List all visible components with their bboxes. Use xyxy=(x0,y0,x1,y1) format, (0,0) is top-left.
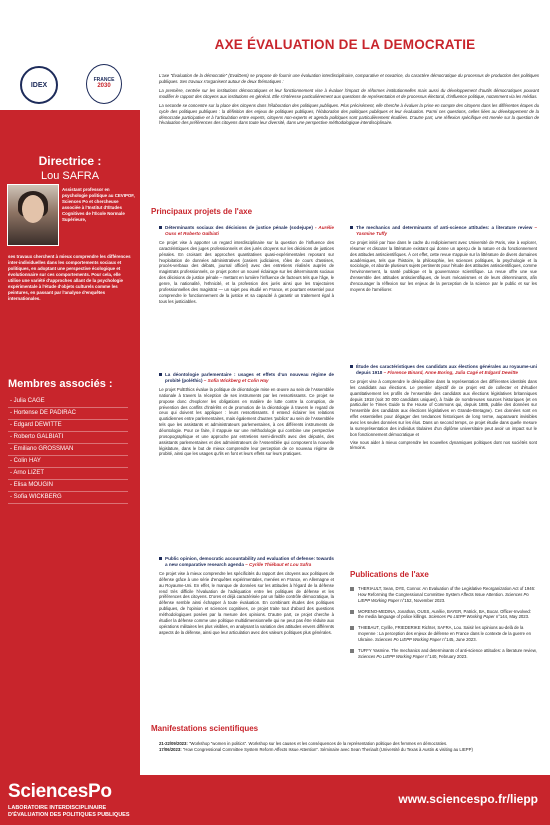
member-item: - Edgard DEWITTE xyxy=(8,420,128,432)
france-2030-logo: FRANCE 2030 xyxy=(86,64,122,104)
member-item: - Roberto GALBIATI xyxy=(8,432,128,444)
project-defense-opinion xyxy=(159,556,334,637)
publication-item: THERIAULT, Sean, DYE, Connor. An Evaluation of the Legislative Reorganization Act of 1946: How Reforming the Congressional Committee System Affects Issue Attention. Sciences Po LIEPP Working Paper n°152, November 2023. xyxy=(350,586,537,604)
director-bio: ses travaux cherchent à mieux comprendre les différences inter-individuelles dans les comportements sociaux et politiques, en adoptant une perspective écologique et évolutionnaire sur ces comportements. Pour cela, elle utilise une variété d'approches allant de la psychologie expérimentale à l'étude d'objets culturels comme les peintures, en passant par l'analyse d'enquêtes internationales. xyxy=(8,254,131,301)
intro-paragraph: La seconde se concentre sur la place des citoyens dans l'élaboration des politiques publiques. Plus précisément, elle cherche à évaluer la prise en compte des citoyens dans les différentes étapes du cycle des politiques publiques : la définition des enjeux de politiques publiques, l'élaboration des politiques publiques et leur évaluation. Parmi ces questions, celles liées au développement de la démocratie participative et à l'articulation entre experts, citoyens non-experts et agenda politiques sont particulièrement étudiées. D'autre part, une réflexion spécifique est menée sur la question de l'évaluation des préférences des citoyens dans toute leur diversité, dans une perspective méthodologique interdisciplinaire. xyxy=(159,102,539,126)
events-heading: Manifestations scientifiques xyxy=(151,724,259,733)
idex-logo: IDEX xyxy=(20,66,58,104)
project-body: Ce projet vise à apporter un regard interdisciplinaire sur la question de l'influence des caractéristiques des juges professionnels et des jurés citoyens sur les décisions de justices pénales. En croisant des approches quantitatives quasi-expérimentales reposant sur l'exploitation de données administratives (casiers judiciaires, rôles de cours d'assises, procès-verbaux des débats, journal officiel) avec des entretiens réalisés auprès de magistrats professionnels, ce projet porter un nouvel éclairage sur les déterminants sociaux des décisions de justice pénale – mettant en lumière l'influence de facteurs tels que l'âge, le genre, la nationalité, l'ethnicité, et la profession des jurés ainsi que les trajectoires professionnelles des magistrat — un sujet peu étudié en France, et pourtant essentiel pour comprendre le fonctionnement de la justice et sa capacité à garantir un traitement égal à tous les justiciables. xyxy=(159,239,334,304)
member-item: - Colin HAY xyxy=(8,456,128,468)
project-title: The mechanics and determinants of anti-science attitudes: a literature review – Yasmine Tuffy xyxy=(350,225,537,237)
lab-name: LABORATOIRE INTERDISCIPLINAIRE D'ÉVALUATION DES POLITIQUES PUBLIQUES xyxy=(8,805,130,818)
project-polethic xyxy=(159,372,334,459)
project-title: Déterminants sociaux des décisions de justice pénale (sodejupe) - Aurélie Ouss et Roberto Galbiati xyxy=(159,225,334,237)
publication-item: TUFFY Yasmine. The mechanics and determinants of anti-science attitudes: a literature review, Sciences Po LIEPP Working Paper n°140, February 2023. xyxy=(350,648,537,660)
events-list xyxy=(159,741,539,753)
main-content xyxy=(145,0,545,775)
publication-item: THIEBAUT, Cyrille, FRIEDERIKE Richter, SAFRA, Lou. Saisir les opinions au-delà de la moyenne : La perception des enjeux de défense en France dans le contexte de la guerre en Ukraine. Sciences Po LIEPP Working Paper n°145, June 2023. xyxy=(350,625,537,643)
project-sodejupe xyxy=(159,225,334,306)
sidebar xyxy=(0,0,140,775)
member-item: - Julia CAGE xyxy=(8,396,128,408)
intro-paragraph: La première, centrée sur les institutions démocratiques et leur fonctionnement vise à évaluer l'impact de réformes institutionnelles mais aussi du développement d'outils démocratiques pouvant modifier le rapport des citoyens aux institutions en général. Elle s'intéresse particulièrement aux questions de représentation et de processus électoral, d'influence politique, notamment via les médias. xyxy=(159,87,539,99)
event-item: 17/06/2023: "How Congressional Committee System Reform Affects Issue Attention". Séminaire avec Sean Theriault (Université du Texas à Austin & visiting au LIEPP) xyxy=(159,747,473,753)
project-title: Étude des caractéristiques des candidats aux élections générales au royaume-uni depuis 1918 – Florence Binard, Anne Boring, Julia Cagé et Edgard Dewitte xyxy=(350,364,537,376)
project-anti-science xyxy=(350,225,537,295)
director-heading: Directrice : xyxy=(38,154,102,168)
projects-heading: Principaux projets de l'axe xyxy=(151,207,253,216)
website-url[interactable]: www.sciencespo.fr/liepp xyxy=(398,792,538,806)
member-item: - Arno LIZET xyxy=(8,468,128,480)
project-body: Ce projet initié par l'axe dans le cadre du rediploiement avec Université de Paris, vise à explorer, résumer et discuter la littérature existant qui donne un aperçu de la nature et du fonctionnement des attitudes antiscientifiques. À cet effet, cette revue s'appuie sur la littérature de divers domaines académiques, tels que l'histoire, la philosophie, les sciences politiques, la psychologie et la sociologie, et aborde plusieurs sujets pertinents pour l'étude des attitudes antiscientifiques, comme l'environnement, la santé publique et la gouvernance scientifique. La revue offre une vue d'ensemble des attitudes antiscientifiques, de leurs mécanismes et de leurs déterminants, afin d'encourager la réflexion sur les enjeux de la perception de la science par le public et sur les moyens de l'améliorer. xyxy=(350,239,537,292)
photo-face xyxy=(22,195,44,223)
project-uk-candidates xyxy=(350,364,537,453)
publication-item: MORENO-MEDINA, Jonathan, OUSS, Aurélie, BAYER, Patrick, BA, Bocar. Officer-Involved: the media language of police killings. Sciences Po LIEPP Working Paper n°144, May 2023. xyxy=(350,609,537,621)
website-link[interactable] xyxy=(398,792,538,806)
intro-paragraph: L'axe "Évaluation de la démocratie" (EvalDem) se propose de fournir une évaluation interdisciplinaire, comparative et novatrice, du caractère démocratique du processus de production des politiques publiques. Ses travaux s'organisent autour de deux thématiques : xyxy=(159,73,539,84)
project-body: Vise nous aider à mieux comprendre les nouvelles dynamiques politiques dont nos sociétés sont témoins. xyxy=(350,439,537,451)
project-title: Public opinion, democratic accountability and evaluation of defense: towards a new comparative research agenda – Cyrille Thiébaut et Lou Safra xyxy=(159,556,334,568)
project-body: Ce projet vise à mieux comprendre les spécificités du rapport des citoyens aux politiques de défense grâce à une série d'enquêtes expérimentales, menées en France, en Allemagne et au Royaume-Uni. En effet, le manque de données sur les attitudes à l'égard de la défense rend très difficile l'évaluation de l'adéquation entre les politiques de défense et les préférences des citoyens. D'ores et déjà caractérisée par un faible contrôle démocratique, la défense semble ainsi échapper à toute évaluation. En combinant études des politiques publiques, de l'opinion et sciences cognitives, ce projet traite tout d'abord des questions méthodologiques posées par la mesure des opinions. D'autre part, ce projet cherche à étudier la défense comme une politique multidimensionnelle qui ne peut pas être réduite aux opérations militaires les plus visibles, en analysant la variation des attitudes envers différents aspects de la défense, ainsi que leur articulation avec des valeurs politiques plus générales. xyxy=(159,570,334,635)
director-name: Lou SAFRA xyxy=(40,170,100,182)
member-item: - Sofia WICKBERG xyxy=(8,492,128,504)
project-title: La déontologie parlementaire : usages et effets d'un nouveau régime de probité (poléthic) – Sofia Wickberg et Colin Hay xyxy=(159,372,334,384)
page-title: AXE ÉVALUATION DE LA DEMOCRATIE xyxy=(214,37,476,52)
publications-heading: Publications de l'axe xyxy=(350,570,429,579)
project-body: Le projet PolEthics évalue la politique de déontologie mise en œuvre au sein de l'Assemblée nationale à travers la réception de ses instruments par les ressortissants. Ce projet se propose donc d'explorer les obligations en matière de lutte contre la corruption, de prévention des conflits d'intérêts et de promotion de la déontologie à travers le regard de ceux qui doivent les appliquer : leurs ressortissants. Il entend éclairer les relations quotidiennes entre parlementaires, mais également d'autres 'publics' au sein de l'Assemblée tels que les assistants et administrateurs parlementaires, à ces différents instruments de déontologie. Pour ce faire, il s'appuie sur une méthodologie qui combine une perspective prosopographique et une approche par entretiens semi-directifs avec des députés, des assistants parlementaires et des administrateurs de l'Assemblée qui composent la nouvelle législature, dans le but de mieux comprendre leur perception de ce nouveau régime de probité, ainsi que les usages qu'ils en font et leurs effets sur leurs pratiques. xyxy=(159,386,334,457)
member-item: - Elisa MOUGIN xyxy=(8,480,128,492)
sciencespo-logo: SciencesPo xyxy=(8,781,112,802)
members-list xyxy=(8,396,128,504)
members-heading: Membres associés : xyxy=(8,378,113,390)
logos-area xyxy=(0,0,140,110)
intro-text xyxy=(159,73,539,129)
director-photo xyxy=(7,184,59,246)
director-bio-intro: Assistant professor en psychologie politique au CEVIPOF, Sciences Po et chercheuse associée à l'Institut d'Études Cognitives de l'École Normale Supérieure, xyxy=(62,187,135,222)
member-item: - Hortense DE PADIRAC xyxy=(8,408,128,420)
event-item: 21-22/09/2023: "Workshop "women in politics". Workshop sur les causes et les conséquences de la représentation politique des femmes en démocraties. xyxy=(159,741,448,746)
member-item: - Emiliano GROSSMAN xyxy=(8,444,128,456)
publications-list xyxy=(350,586,537,665)
footer xyxy=(0,775,550,825)
project-body: Ce projet vise à comprendre le déséquilibre dans la représentation des différentes identités dans les candidats aux élections. Le premier objectif de ce projet est de collecter et d'étudier quantitativement les profils de l'ensemble des candidats aux élections législatives britanniques depuis 1918 (soit 30 000 candidats uniques), à l'aide de nombreuses sources historiques (et en particulier le Times Guide to the House of Commons qui, depuis 1885, publie des données sur l'ensemble des candidats aux élections législatives en Grande-Bretagne). Ces données sont en effet essentielles pour dégager des tendances historiques de long terme, auparavant invisibles avec les seules données sur les élus. Dans un second temps, ce projet étudie dans quelle mesure la surreprésentation des individus titulaires d'un diplôme universitaire peut avoir un impact sur le bon fonctionnement démocratique et xyxy=(350,378,537,437)
